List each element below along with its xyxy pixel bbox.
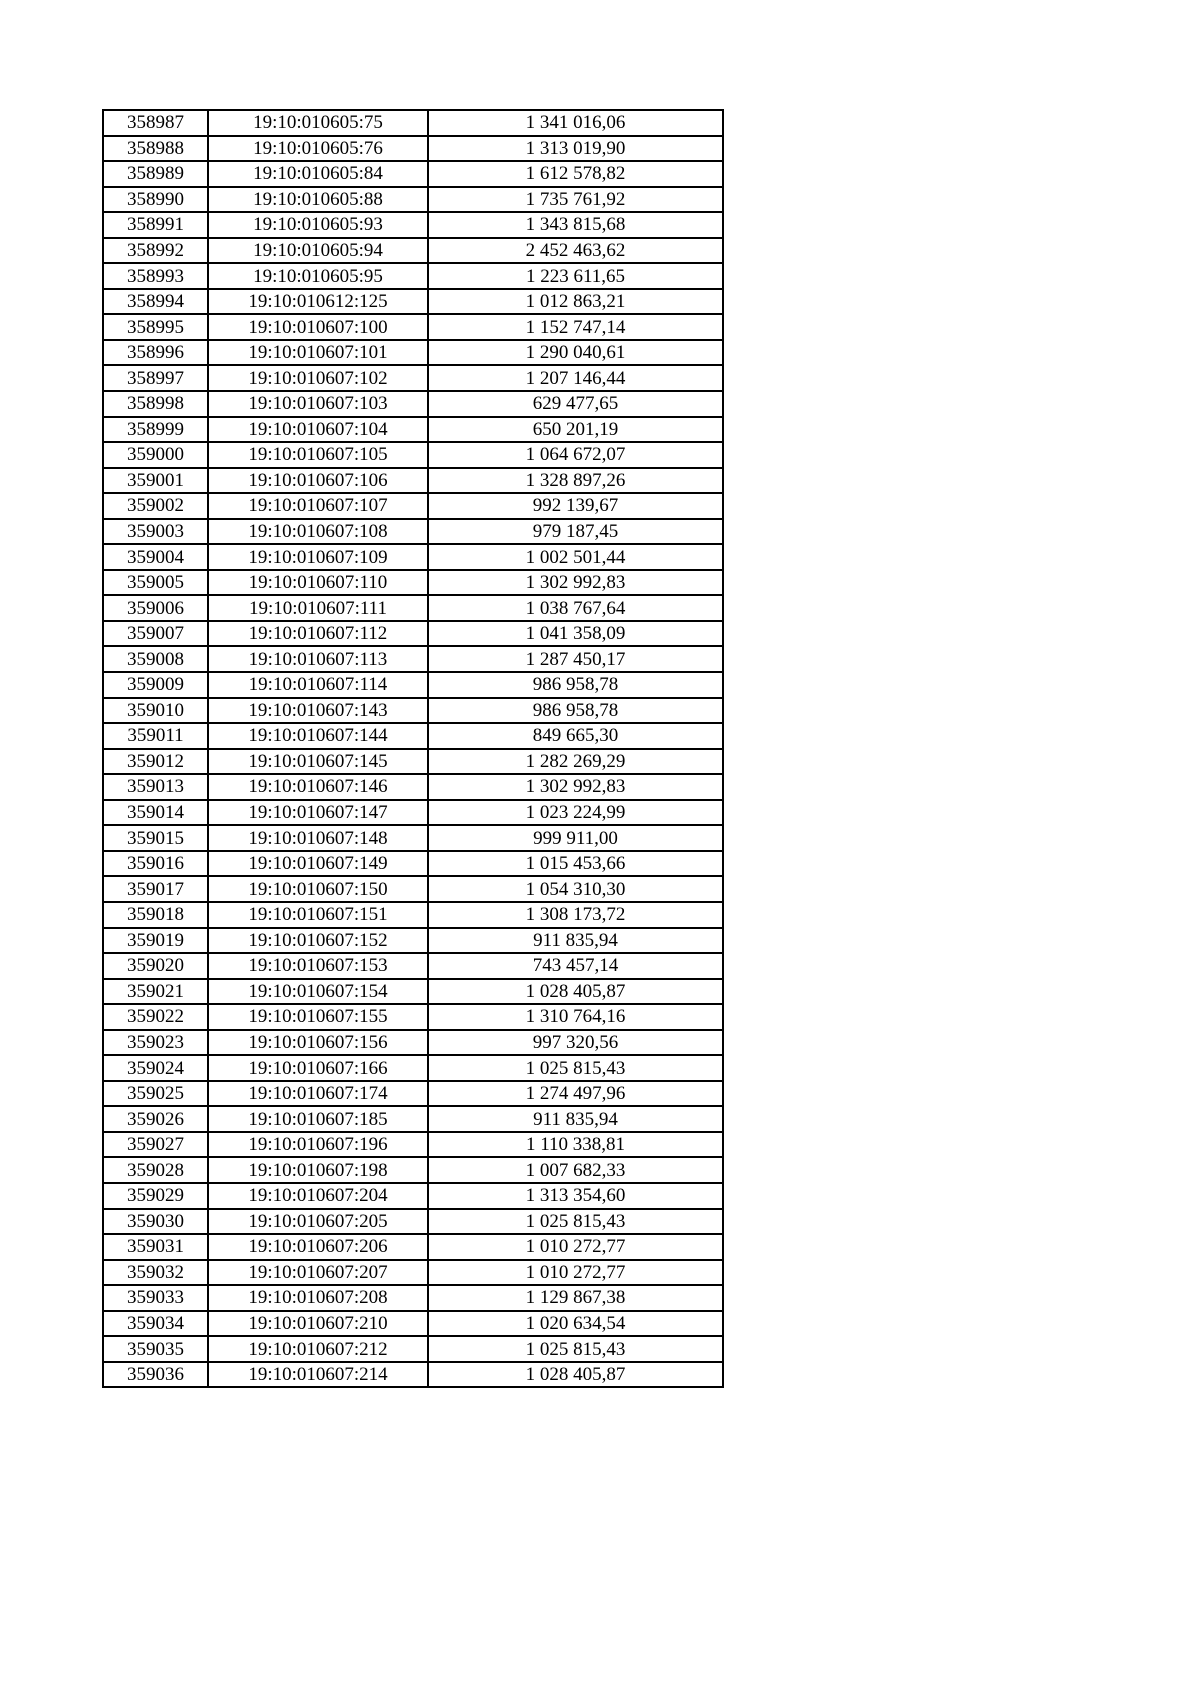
cadastral-value-cell: 1 015 453,66 xyxy=(428,851,723,877)
cadastral-value-cell: 650 201,19 xyxy=(428,417,723,443)
table-row xyxy=(103,1311,723,1337)
row-number-cell: 358994 xyxy=(103,289,208,315)
table-row xyxy=(103,519,723,545)
table-row xyxy=(103,749,723,775)
cadastral-value-cell: 1 110 338,81 xyxy=(428,1132,723,1158)
cadastral-value-cell: 999 911,00 xyxy=(428,825,723,851)
cadastral-value-cell: 1 302 992,83 xyxy=(428,774,723,800)
row-number-cell: 359018 xyxy=(103,902,208,928)
row-number-cell: 359027 xyxy=(103,1132,208,1158)
table-row xyxy=(103,544,723,570)
table-row xyxy=(103,1004,723,1030)
cadastral-number-cell: 19:10:010607:143 xyxy=(208,698,428,724)
table-row xyxy=(103,1209,723,1235)
cadastral-number-cell: 19:10:010607:147 xyxy=(208,800,428,826)
row-number-cell: 359001 xyxy=(103,468,208,494)
table-row xyxy=(103,1234,723,1260)
cadastral-value-cell: 1 020 634,54 xyxy=(428,1311,723,1337)
table-row xyxy=(103,161,723,187)
table-row xyxy=(103,979,723,1005)
row-number-cell: 359035 xyxy=(103,1336,208,1362)
cadastral-value-cell: 1 313 019,90 xyxy=(428,136,723,162)
row-number-cell: 359009 xyxy=(103,672,208,698)
table-row xyxy=(103,876,723,902)
table-row xyxy=(103,698,723,724)
row-number-cell: 359015 xyxy=(103,825,208,851)
cadastral-value-cell: 1 152 747,14 xyxy=(428,314,723,340)
cadastral-number-cell: 19:10:010607:146 xyxy=(208,774,428,800)
cadastral-value-cell: 1 010 272,77 xyxy=(428,1260,723,1286)
cadastral-value-cell: 1 328 897,26 xyxy=(428,468,723,494)
row-number-cell: 359011 xyxy=(103,723,208,749)
row-number-cell: 359036 xyxy=(103,1362,208,1388)
cadastral-number-cell: 19:10:010607:210 xyxy=(208,1311,428,1337)
cadastral-number-cell: 19:10:010607:214 xyxy=(208,1362,428,1388)
cadastral-number-cell: 19:10:010607:155 xyxy=(208,1004,428,1030)
cadastral-value-cell: 1 313 354,60 xyxy=(428,1183,723,1209)
cadastral-value-cell: 1 054 310,30 xyxy=(428,876,723,902)
cadastral-number-cell: 19:10:010605:93 xyxy=(208,212,428,238)
table-row xyxy=(103,646,723,672)
row-number-cell: 359003 xyxy=(103,519,208,545)
cadastral-value-cell: 986 958,78 xyxy=(428,698,723,724)
cadastral-number-cell: 19:10:010607:101 xyxy=(208,340,428,366)
cadastral-value-cell: 911 835,94 xyxy=(428,928,723,954)
cadastral-value-cell: 1 287 450,17 xyxy=(428,646,723,672)
table-row xyxy=(103,187,723,213)
table-row xyxy=(103,595,723,621)
row-number-cell: 358987 xyxy=(103,110,208,136)
cadastral-value-cell: 979 187,45 xyxy=(428,519,723,545)
cadastral-number-cell: 19:10:010607:206 xyxy=(208,1234,428,1260)
cadastral-value-cell: 1 302 992,83 xyxy=(428,570,723,596)
cadastral-number-cell: 19:10:010605:94 xyxy=(208,238,428,264)
cadastral-value-cell: 1 064 672,07 xyxy=(428,442,723,468)
row-number-cell: 358997 xyxy=(103,365,208,391)
row-number-cell: 359004 xyxy=(103,544,208,570)
cadastral-number-cell: 19:10:010607:105 xyxy=(208,442,428,468)
row-number-cell: 359002 xyxy=(103,493,208,519)
cadastral-number-cell: 19:10:010607:107 xyxy=(208,493,428,519)
table-row xyxy=(103,1285,723,1311)
cadastral-value-cell: 1 012 863,21 xyxy=(428,289,723,315)
table-row xyxy=(103,1362,723,1388)
cadastral-number-cell: 19:10:010607:166 xyxy=(208,1055,428,1081)
cadastral-value-cell: 1 025 815,43 xyxy=(428,1209,723,1235)
table-row xyxy=(103,212,723,238)
cadastral-number-cell: 19:10:010607:154 xyxy=(208,979,428,1005)
row-number-cell: 359006 xyxy=(103,595,208,621)
table-row xyxy=(103,365,723,391)
cadastral-number-cell: 19:10:010605:95 xyxy=(208,263,428,289)
row-number-cell: 358999 xyxy=(103,417,208,443)
table-row xyxy=(103,1336,723,1362)
table-row xyxy=(103,902,723,928)
row-number-cell: 359023 xyxy=(103,1030,208,1056)
table-row xyxy=(103,1055,723,1081)
table-row xyxy=(103,1106,723,1132)
cadastral-value-cell: 1 010 272,77 xyxy=(428,1234,723,1260)
cadastral-number-cell: 19:10:010605:88 xyxy=(208,187,428,213)
cadastral-value-cell: 1 290 040,61 xyxy=(428,340,723,366)
table-row xyxy=(103,238,723,264)
cadastral-number-cell: 19:10:010607:109 xyxy=(208,544,428,570)
row-number-cell: 359025 xyxy=(103,1081,208,1107)
table-row xyxy=(103,1157,723,1183)
cadastral-number-cell: 19:10:010607:106 xyxy=(208,468,428,494)
row-number-cell: 358993 xyxy=(103,263,208,289)
row-number-cell: 358995 xyxy=(103,314,208,340)
row-number-cell: 359008 xyxy=(103,646,208,672)
cadastral-value-cell: 1 007 682,33 xyxy=(428,1157,723,1183)
cadastral-number-cell: 19:10:010607:153 xyxy=(208,953,428,979)
table-row xyxy=(103,825,723,851)
cadastral-number-cell: 19:10:010607:103 xyxy=(208,391,428,417)
row-number-cell: 359032 xyxy=(103,1260,208,1286)
table-row xyxy=(103,391,723,417)
cadastral-value-cell: 1 223 611,65 xyxy=(428,263,723,289)
cadastral-number-cell: 19:10:010607:100 xyxy=(208,314,428,340)
cadastral-value-cell: 1 341 016,06 xyxy=(428,110,723,136)
cadastral-value-cell: 997 320,56 xyxy=(428,1030,723,1056)
table-row xyxy=(103,570,723,596)
row-number-cell: 359013 xyxy=(103,774,208,800)
row-number-cell: 359019 xyxy=(103,928,208,954)
table-row xyxy=(103,110,723,136)
cadastral-number-cell: 19:10:010607:151 xyxy=(208,902,428,928)
cadastral-number-cell: 19:10:010607:152 xyxy=(208,928,428,954)
cadastral-number-cell: 19:10:010605:76 xyxy=(208,136,428,162)
table-row xyxy=(103,1030,723,1056)
row-number-cell: 359026 xyxy=(103,1106,208,1132)
table-row xyxy=(103,774,723,800)
table-row xyxy=(103,493,723,519)
cadastral-value-cell: 1 041 358,09 xyxy=(428,621,723,647)
cadastral-number-cell: 19:10:010605:75 xyxy=(208,110,428,136)
cadastral-number-cell: 19:10:010612:125 xyxy=(208,289,428,315)
table-row xyxy=(103,851,723,877)
cadastral-value-table xyxy=(102,109,724,1388)
cadastral-number-cell: 19:10:010607:113 xyxy=(208,646,428,672)
table-row xyxy=(103,1260,723,1286)
table-row xyxy=(103,1132,723,1158)
table-row xyxy=(103,672,723,698)
row-number-cell: 359005 xyxy=(103,570,208,596)
cadastral-value-cell: 1 343 815,68 xyxy=(428,212,723,238)
cadastral-value-cell: 1 025 815,43 xyxy=(428,1336,723,1362)
cadastral-number-cell: 19:10:010607:204 xyxy=(208,1183,428,1209)
table-body xyxy=(103,110,723,1387)
row-number-cell: 358998 xyxy=(103,391,208,417)
row-number-cell: 359030 xyxy=(103,1209,208,1235)
cadastral-number-cell: 19:10:010607:212 xyxy=(208,1336,428,1362)
row-number-cell: 359017 xyxy=(103,876,208,902)
table-row xyxy=(103,289,723,315)
cadastral-number-cell: 19:10:010607:149 xyxy=(208,851,428,877)
row-number-cell: 358991 xyxy=(103,212,208,238)
row-number-cell: 359007 xyxy=(103,621,208,647)
table-row xyxy=(103,468,723,494)
table-row xyxy=(103,800,723,826)
cadastral-number-cell: 19:10:010607:108 xyxy=(208,519,428,545)
cadastral-value-cell: 629 477,65 xyxy=(428,391,723,417)
table-row xyxy=(103,442,723,468)
table-row xyxy=(103,340,723,366)
cadastral-value-cell: 1 735 761,92 xyxy=(428,187,723,213)
cadastral-number-cell: 19:10:010607:144 xyxy=(208,723,428,749)
row-number-cell: 358990 xyxy=(103,187,208,213)
cadastral-number-cell: 19:10:010607:150 xyxy=(208,876,428,902)
table-row xyxy=(103,928,723,954)
cadastral-value-cell: 992 139,67 xyxy=(428,493,723,519)
cadastral-number-cell: 19:10:010607:196 xyxy=(208,1132,428,1158)
cadastral-value-cell: 1 207 146,44 xyxy=(428,365,723,391)
cadastral-value-cell: 1 129 867,38 xyxy=(428,1285,723,1311)
cadastral-number-cell: 19:10:010607:145 xyxy=(208,749,428,775)
cadastral-value-cell: 986 958,78 xyxy=(428,672,723,698)
cadastral-number-cell: 19:10:010607:207 xyxy=(208,1260,428,1286)
cadastral-value-cell: 1 038 767,64 xyxy=(428,595,723,621)
table-row xyxy=(103,314,723,340)
table-row xyxy=(103,1183,723,1209)
cadastral-number-cell: 19:10:010607:174 xyxy=(208,1081,428,1107)
row-number-cell: 359020 xyxy=(103,953,208,979)
cadastral-value-cell: 1 028 405,87 xyxy=(428,979,723,1005)
row-number-cell: 359012 xyxy=(103,749,208,775)
cadastral-number-cell: 19:10:010607:102 xyxy=(208,365,428,391)
cadastral-value-cell: 1 002 501,44 xyxy=(428,544,723,570)
cadastral-value-cell: 1 310 764,16 xyxy=(428,1004,723,1030)
cadastral-value-cell: 1 282 269,29 xyxy=(428,749,723,775)
row-number-cell: 359016 xyxy=(103,851,208,877)
cadastral-number-cell: 19:10:010607:114 xyxy=(208,672,428,698)
row-number-cell: 359028 xyxy=(103,1157,208,1183)
row-number-cell: 359010 xyxy=(103,698,208,724)
row-number-cell: 358988 xyxy=(103,136,208,162)
row-number-cell: 359031 xyxy=(103,1234,208,1260)
row-number-cell: 359000 xyxy=(103,442,208,468)
cadastral-number-cell: 19:10:010607:112 xyxy=(208,621,428,647)
table-row xyxy=(103,417,723,443)
row-number-cell: 359029 xyxy=(103,1183,208,1209)
cadastral-number-cell: 19:10:010607:110 xyxy=(208,570,428,596)
cadastral-number-cell: 19:10:010605:84 xyxy=(208,161,428,187)
table-row xyxy=(103,263,723,289)
row-number-cell: 359014 xyxy=(103,800,208,826)
cadastral-value-cell: 1 612 578,82 xyxy=(428,161,723,187)
row-number-cell: 359021 xyxy=(103,979,208,1005)
cadastral-number-cell: 19:10:010607:185 xyxy=(208,1106,428,1132)
table-row xyxy=(103,136,723,162)
row-number-cell: 359034 xyxy=(103,1311,208,1337)
table-row xyxy=(103,723,723,749)
cadastral-value-cell: 1 025 815,43 xyxy=(428,1055,723,1081)
table-row xyxy=(103,1081,723,1107)
cadastral-value-cell: 911 835,94 xyxy=(428,1106,723,1132)
table-row xyxy=(103,953,723,979)
cadastral-value-cell: 1 028 405,87 xyxy=(428,1362,723,1388)
cadastral-value-cell: 1 308 173,72 xyxy=(428,902,723,928)
cadastral-value-cell: 2 452 463,62 xyxy=(428,238,723,264)
cadastral-value-cell: 1 023 224,99 xyxy=(428,800,723,826)
cadastral-number-cell: 19:10:010607:205 xyxy=(208,1209,428,1235)
table-row xyxy=(103,621,723,647)
cadastral-number-cell: 19:10:010607:104 xyxy=(208,417,428,443)
cadastral-number-cell: 19:10:010607:198 xyxy=(208,1157,428,1183)
row-number-cell: 359024 xyxy=(103,1055,208,1081)
cadastral-number-cell: 19:10:010607:111 xyxy=(208,595,428,621)
cadastral-number-cell: 19:10:010607:148 xyxy=(208,825,428,851)
cadastral-number-cell: 19:10:010607:156 xyxy=(208,1030,428,1056)
cadastral-value-cell: 1 274 497,96 xyxy=(428,1081,723,1107)
row-number-cell: 359033 xyxy=(103,1285,208,1311)
row-number-cell: 358989 xyxy=(103,161,208,187)
cadastral-value-cell: 743 457,14 xyxy=(428,953,723,979)
cadastral-value-cell: 849 665,30 xyxy=(428,723,723,749)
row-number-cell: 358992 xyxy=(103,238,208,264)
row-number-cell: 359022 xyxy=(103,1004,208,1030)
cadastral-number-cell: 19:10:010607:208 xyxy=(208,1285,428,1311)
row-number-cell: 358996 xyxy=(103,340,208,366)
